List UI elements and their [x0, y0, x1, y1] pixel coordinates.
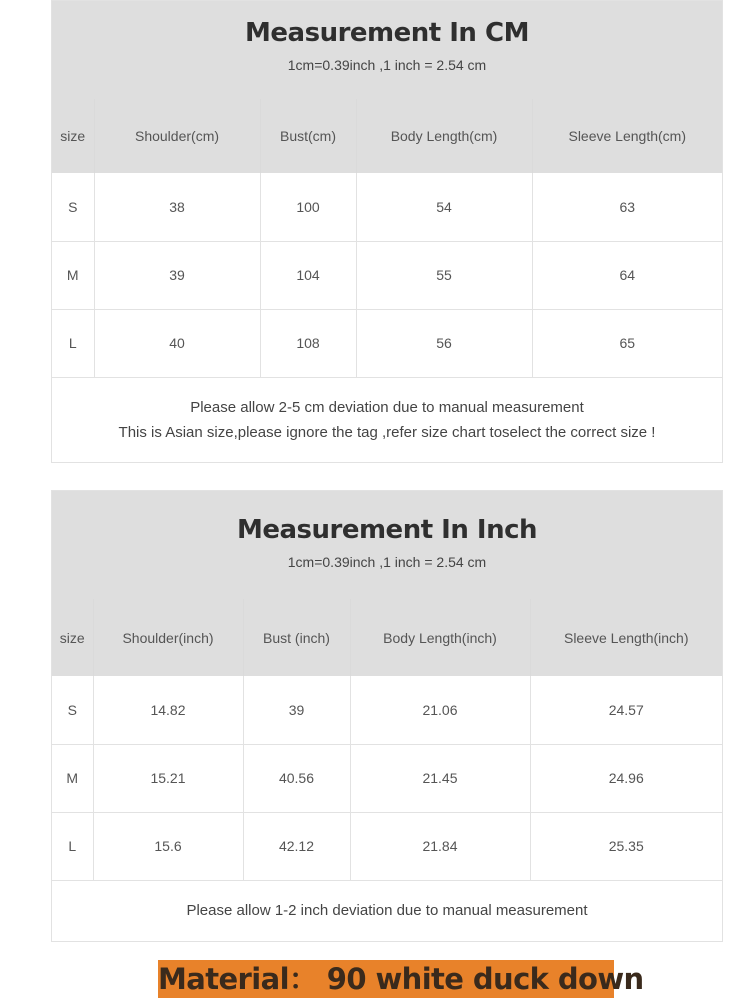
deviation-note: Please allow 2-5 cm deviation due to manual measurement	[190, 398, 584, 416]
column-header: Shoulder(cm)	[94, 99, 260, 173]
size-cell: L	[52, 812, 93, 880]
size-cell: L	[52, 309, 94, 377]
deviation-note: Please allow 1-2 inch deviation due to manual measurement	[186, 901, 588, 919]
table-cell: 38	[94, 173, 260, 241]
table-cell: 40.56	[243, 744, 350, 812]
column-header: Body Length(inch)	[350, 599, 530, 676]
inch-size-table	[52, 599, 722, 881]
table-cell: 100	[260, 173, 356, 241]
table-header-row	[52, 599, 722, 676]
table-cell: 14.82	[93, 676, 243, 744]
size-cell: M	[52, 744, 93, 812]
table-cell: 42.12	[243, 812, 350, 880]
table-cell: 21.84	[350, 812, 530, 880]
column-header: Sleeve Length(inch)	[530, 599, 722, 676]
table-row	[52, 241, 722, 309]
inch-chart-subtitle: 1cm=0.39inch ,1 inch = 2.54 cm	[287, 554, 487, 570]
table-cell: 39	[243, 676, 350, 744]
table-cell: 54	[356, 173, 532, 241]
size-cell: S	[52, 173, 94, 241]
table-cell: 63	[532, 173, 722, 241]
column-header: Shoulder(inch)	[93, 599, 243, 676]
table-row	[52, 744, 722, 812]
table-cell: 15.6	[93, 812, 243, 880]
table-cell: 64	[532, 241, 722, 309]
size-cell: S	[52, 676, 93, 744]
table-cell: 55	[356, 241, 532, 309]
table-row	[52, 173, 722, 241]
size-cell: M	[52, 241, 94, 309]
inch-chart-title: Measurement In Inch	[236, 515, 538, 545]
cm-chart-subtitle: 1cm=0.39inch ,1 inch = 2.54 cm	[287, 57, 487, 73]
column-header: Bust(cm)	[260, 99, 356, 173]
table-cell: 25.35	[530, 812, 722, 880]
table-cell: 56	[356, 309, 532, 377]
table-row	[52, 309, 722, 377]
table-cell: 21.45	[350, 744, 530, 812]
material-banner: Material： 90 white duck down	[158, 962, 644, 996]
column-header: Bust (inch)	[243, 599, 350, 676]
table-cell: 15.21	[93, 744, 243, 812]
table-cell: 104	[260, 241, 356, 309]
cm-chart-title: Measurement In CM	[245, 18, 529, 48]
table-cell: 40	[94, 309, 260, 377]
table-cell: 65	[532, 309, 722, 377]
cm-chart-notes	[52, 378, 722, 462]
inch-chart-notes	[52, 881, 722, 941]
inch-chart-header	[52, 491, 722, 599]
column-header: size	[52, 99, 94, 173]
column-header: size	[52, 599, 93, 676]
inch-size-chart	[51, 490, 723, 942]
column-header: Body Length(cm)	[356, 99, 532, 173]
table-cell: 24.57	[530, 676, 722, 744]
table-cell: 39	[94, 241, 260, 309]
table-row	[52, 676, 722, 744]
table-row	[52, 812, 722, 880]
cm-chart-header	[52, 1, 722, 99]
cm-size-table	[52, 99, 722, 378]
table-header-row	[52, 99, 722, 173]
table-cell: 108	[260, 309, 356, 377]
table-cell: 24.96	[530, 744, 722, 812]
column-header: Sleeve Length(cm)	[532, 99, 722, 173]
table-cell: 21.06	[350, 676, 530, 744]
cm-size-chart	[51, 0, 723, 463]
asian-size-note: This is Asian size,please ignore the tag ,refer size chart toselect the correct size !	[118, 423, 656, 441]
